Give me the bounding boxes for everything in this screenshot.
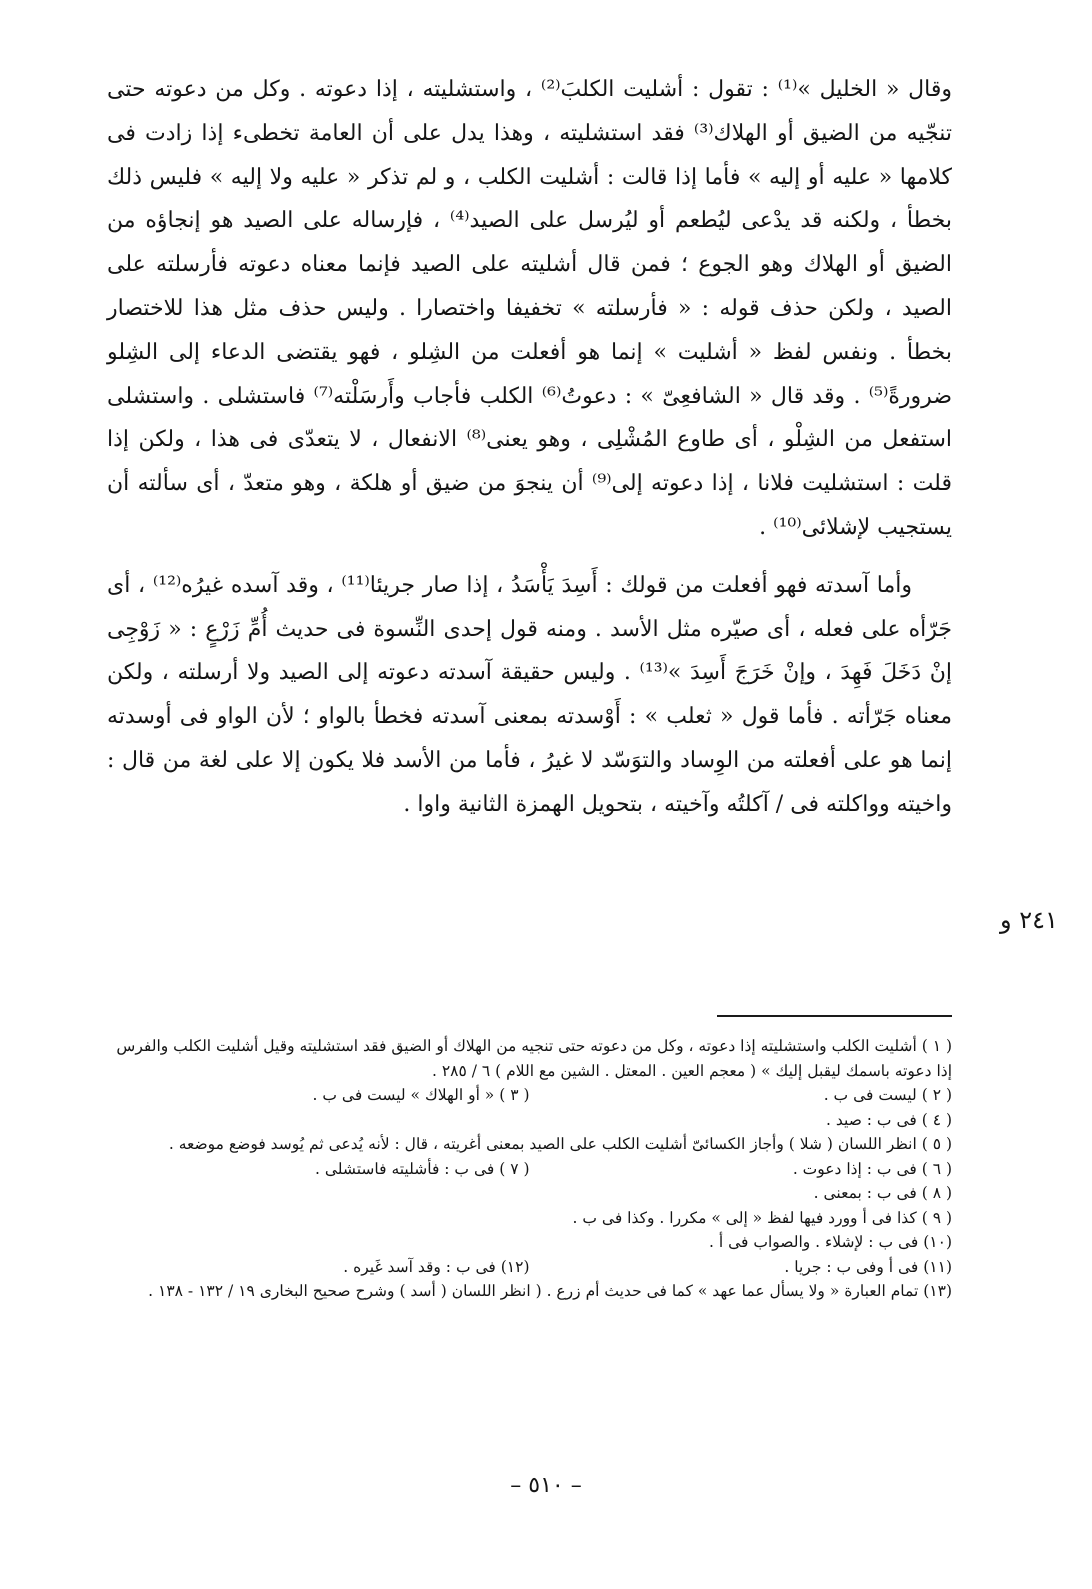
- footnote-11: (١١) فى أ وفى ب : جريا .: [784, 1257, 952, 1276]
- manuscript-folio-marker: ٢٤١ و: [1000, 906, 1058, 934]
- footnote-2: ( ٢ ) ليست فى ب .: [823, 1086, 952, 1104]
- footnote-row: [107, 1255, 952, 1280]
- paragraph-1: وقال « الخليل »⁽¹⁾ : تقول : أشليت الكلبَ⁽²⁾ ، واستشليته ، إذا دعوته . وكل من دعوته حتى تنجّيه من الضيق أو الهلاك⁽³⁾ فقد استشليته ، وهذا يدل على أن العامة تخطىء إذا زادت فى كلامها « عليه أو إليه » فأما إذا قالت : أشليت الكلب ، و لم تذكر « عليه ولا إليه » فليس ذلك بخطأ ، ولكنه قد يدْعى ليُطعم أو ليُرسل على الصيد⁽⁴⁾ ، فإرساله على الصيد هو إنجاؤه من الضيق أو الهلاك وهو الجوع ؛ فمن قال أشليته على الصيد فإنما معناه دعوته فأرسلته على الصيد ، ولكن حذف قوله : « فأرسلته » تخفيفا واختصارا . وليس حذف مثل هذا للاختصار بخطأ . ونفس لفظ « أشليت » إنما هو أفعلت من الشِلو ، فهو يقتضى الدعاء إلى الشِلو ضرورةً⁽⁵⁾ . وقد قال « الشافعِىّ » : دعوتُ⁽⁶⁾ الكلب فأجاب وأَرسَلْته⁽⁷⁾ فاستشلى . واستشلى استفعل من الشِلْو ، أى طاوع المُشْلِى ، وهو يعنى⁽⁸⁾ الانفعال ، لا يتعدّى فى هذا ، ولكن إذا قلت : استشليت فلانا ، إذا دعوته إلى⁽⁹⁾ أن ينجوَ من ضيق أو هلكة ، وهو متعدّ ، أى سألته أن يستجيب لإشلائى⁽¹⁰⁾ .: [107, 77, 953, 540]
- page-number: – ٥١٠ –: [510, 1473, 582, 1498]
- footnote-divider: [717, 1015, 952, 1017]
- footnote-6: ( ٦ ) فى ب : إذا دعوت .: [792, 1159, 952, 1178]
- footnote-4: ( ٤ ) فى ب : صيد .: [826, 1110, 952, 1129]
- main-text: [107, 68, 952, 827]
- footnote-13: (١٣) تمام العبارة « ولا يسأل عما عهد » كما فى حديث أم زرع . ( انظر اللسان ( أسد ) وشرح صحيح البخارى ١٩ / ١٣٢ - ١٣٨ .: [148, 1282, 952, 1300]
- footnote-5: ( ٥ ) انظر اللسان ( شلا ) وأجاز الكسائىّ أشليت الكلب على الصيد بمعنى أغريته ، قال : لأنه يُدعى ثم يُوسد فوضع موضعه .: [168, 1135, 952, 1153]
- footnote-1: ( ١ ) أشليت الكلب واستشليته إذا دعوته ، وكل من دعوته حتى تنجيه من الهلاك أو الضيق فقد استشليته وقيل أشليت الكلب والفرس إذا دعوته باسمك ليقبل إليك » ( معجم العين . المعتل . الشين مع اللام ) ٦ / ٢٨٥ .: [116, 1037, 952, 1080]
- footnote-8: ( ٨ ) فى ب : بمعنى .: [813, 1184, 952, 1202]
- footnotes: [107, 1034, 952, 1304]
- footnote-12: (١٢) فى ب : وقد آسد غَيره .: [343, 1257, 530, 1276]
- footnote-10: (١٠) فى ب : لإشلاء . والصواب فى أ .: [709, 1233, 952, 1251]
- footnote-row: [107, 1083, 952, 1108]
- footnote-7: ( ٧ ) فى ب : فأشليته فاستشلى .: [314, 1159, 530, 1178]
- paragraph-2: وأما آسدته فهو أفعلت من قولك : أَسِدَ يَأْسَدُ ، إذا صار جريئا⁽¹¹⁾ ، وقد آسده غيرُه⁽¹²⁾ ، أى جَرّأه على فعله ، أى صيّره مثل الأسد . ومنه قول إحدى النِّسوة فى حديث أُمِّ زَرْعٍ : « زَوْجِى إنْ دَخَلَ فَهِدَ ، وإنْ خَرَجَ أَسِدَ »⁽¹³⁾ . وليس حقيقة آسدته دعوته إلى الصيد ولا أرسلته ، ولكن معناه جَرّأته . فأما قول « ثعلب » : أَوْسدته بمعنى آسدته فخطأ بالواو ؛ لأن الواو فى أوسدته إنما هو على أفعلته من الوِساد والتوَسّد لا غيرُ ، فأما من الأسد فلا يكون إلا على لغة من قال : واخيته وواكلته فى / آكلتُه وآخيته ، بتحويل الهمزة الثانية واوا .: [107, 572, 952, 817]
- footnote-9: ( ٩ ) كذا فى أ وورد فيها لفظ « إلى » مكررا . وكذا فى ب .: [572, 1208, 952, 1227]
- footnote-3: ( ٣ ) « أو الهلاك » ليست فى ب .: [312, 1086, 530, 1104]
- footnote-row: [107, 1157, 952, 1182]
